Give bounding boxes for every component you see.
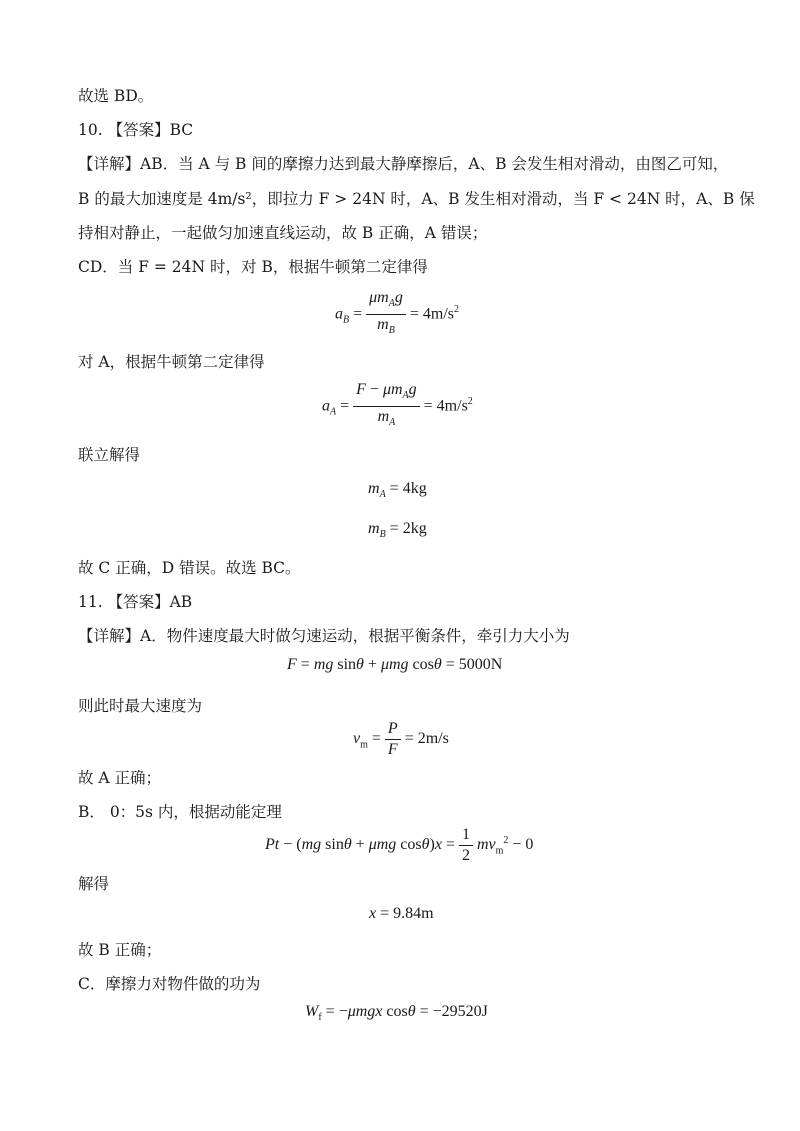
equation-a-b: $a_B$ = $\frac{\mu m_Ag}{m_B}$ = $4m/s^2$ bbox=[335, 289, 459, 337]
text-line: 故选 BD。 bbox=[78, 87, 154, 105]
text-line: 【详解】AB．当 A 与 B 间的摩擦力达到最大静摩擦后，A、B 会发生相对滑动，由图乙可知， bbox=[78, 155, 729, 173]
text-line: C．摩擦力对物件做的功为 bbox=[78, 975, 261, 993]
text-line: B． 0：5s 内，根据动能定理 bbox=[78, 803, 282, 821]
answer-heading-10: 10. 【答案】BC bbox=[78, 121, 194, 139]
equation-m-b: $m_B = 2kg$ bbox=[368, 520, 427, 541]
text-line: 解得 bbox=[78, 875, 110, 893]
equation-traction-force: F = mg sinθ + μmg cosθ = 5000N bbox=[287, 656, 503, 673]
text-line: 故 A 正确； bbox=[78, 769, 162, 787]
text-line: CD．当 F = 24N 时，对 B，根据牛顿第二定律得 bbox=[78, 258, 428, 276]
text-line: 故 C 正确，D 错误。故选 BC。 bbox=[78, 559, 301, 577]
equation-x: x = 9.84m bbox=[369, 905, 434, 922]
equation-work-energy: Pt − (mg sinθ + μmg cosθ)x = $\frac{1}{2}$ $mv_m^2 - 0$ bbox=[265, 826, 534, 864]
answer-heading-11: 11. 【答案】AB bbox=[78, 593, 193, 611]
text-line: B 的最大加速度是 4m/s²，即拉力 F > 24N 时，A、B 发生相对滑动，当 F < 24N 时，A、B 保 bbox=[78, 190, 755, 208]
equation-a-a: $a_A$ = $\frac{F - \mu m_Ag}{m_A}$ = $4m/s^2$ bbox=[322, 381, 473, 429]
equation-max-velocity: $v_m$ = $\frac{P}{F}$ = 2m/s bbox=[353, 720, 449, 758]
text-line: 联立解得 bbox=[78, 446, 141, 464]
text-line: 则此时最大速度为 bbox=[78, 697, 203, 715]
text-line: 对 A，根据牛顿第二定律得 bbox=[78, 353, 265, 371]
text-line: 故 B 正确； bbox=[78, 941, 162, 959]
text-line: 【详解】A．物件速度最大时做匀速运动，根据平衡条件，牵引力大小为 bbox=[78, 627, 570, 645]
text-line: 持相对静止，一起做匀加速直线运动，故 B 正确，A 错误； bbox=[78, 224, 488, 242]
equation-friction-work: $W_f = -\mu mgx$ cosθ = −29520J bbox=[305, 1003, 488, 1024]
equation-m-a: $m_A = 4kg$ bbox=[368, 480, 427, 501]
